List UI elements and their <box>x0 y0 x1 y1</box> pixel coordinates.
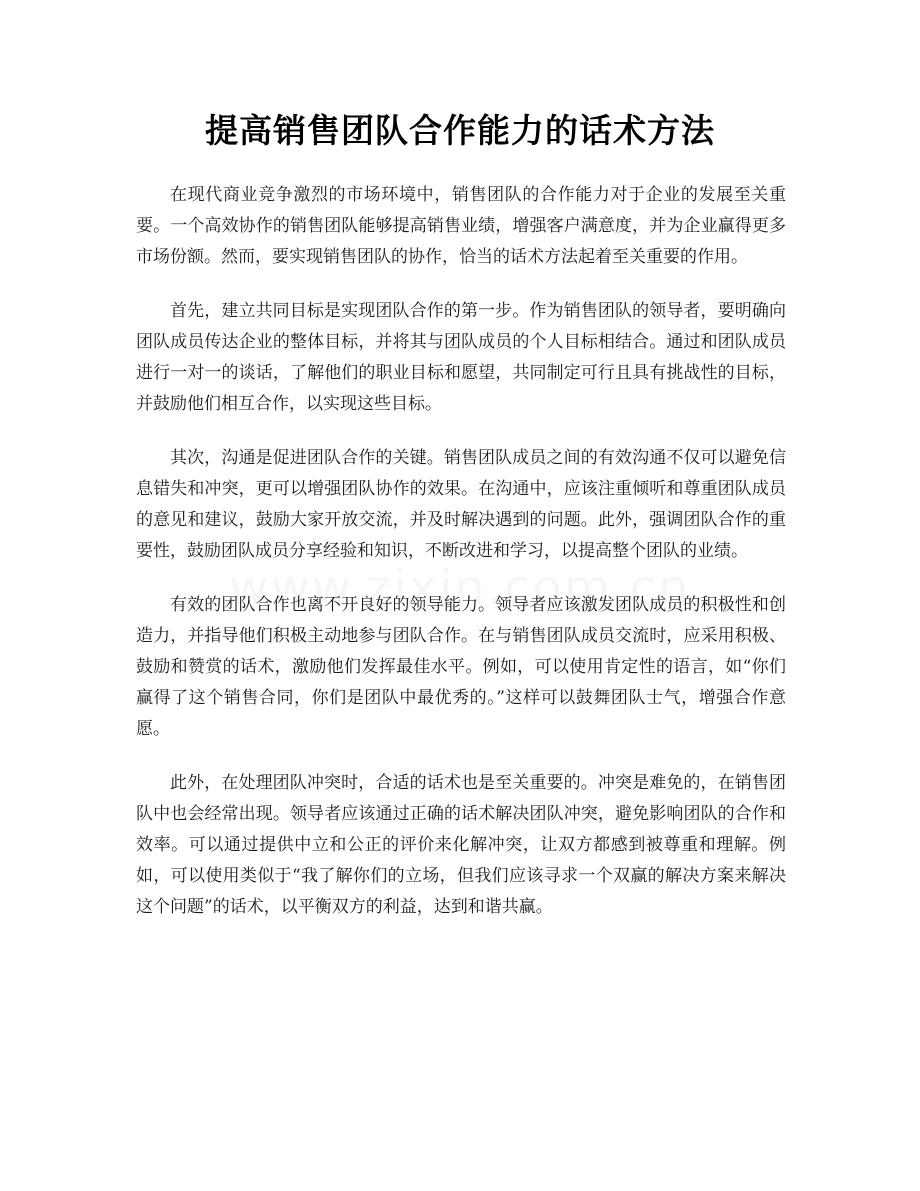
document-title: 提高销售团队合作能力的话术方法 <box>205 111 715 150</box>
paragraph-3: 其次，沟通是促进团队合作的关键。销售团队成员之间的有效沟通不仅可以避免信息错失和冲突，更可以增强团队协作的效果。在沟通中，应该注重倾听和尊重团队成员的意见和建议，鼓励大家开放交流，并及时解决遇到的问题。此外，强调团队合作的重要性，鼓励团队成员分享经验和知识，不断改进和学习，以提高整个团队的业绩。 <box>136 448 786 561</box>
paragraph-5: 此外，在处理团队冲突时，合适的话术也是至关重要的。冲突是难免的，在销售团队中也会经常出现。领导者应该通过正确的话术解决团队冲突，避免影响团队的合作和效率。可以通过提供中立和公正的评价来化解冲突，让双方都感到被尊重和理解。例如，可以使用类似于“我了解你们的立场，但我们应该寻求一个双赢的解决方案来解决这个问题”的话术，以平衡双方的利益，达到和谐共赢。 <box>136 773 786 917</box>
paragraph-2: 首先，建立共同目标是实现团队合作的第一步。作为销售团队的领导者，要明确向团队成员传达企业的整体目标，并将其与团队成员的个人目标相结合。通过和团队成员进行一对一的谈话，了解他们的职业目标和愿望，共同制定可行且具有挑战性的目标，并鼓励他们相互合作，以实现这些目标。 <box>136 301 786 414</box>
paragraph-1: 在现代商业竞争激烈的市场环境中，销售团队的合作能力对于企业的发展至关重要。一个高效协作的销售团队能够提高销售业绩，增强客户满意度，并为企业赢得更多市场份额。然而，要实现销售团队的协作，恰当的话术方法起着至关重要的作用。 <box>136 185 786 267</box>
document-body <box>136 180 786 946</box>
paragraph-4: 有效的团队合作也离不开良好的领导能力。领导者应该激发团队成员的积极性和创造力，并指导他们积极主动地参与团队合作。在与销售团队成员交流时，应采用积极、鼓励和赞赏的话术，激励他们发挥最佳水平。例如，可以使用肯定性的语言，如“你们赢得了这个销售合同，你们是团队中最优秀的。”这样可以鼓舞团队士气，增强合作意愿。 <box>136 595 786 739</box>
